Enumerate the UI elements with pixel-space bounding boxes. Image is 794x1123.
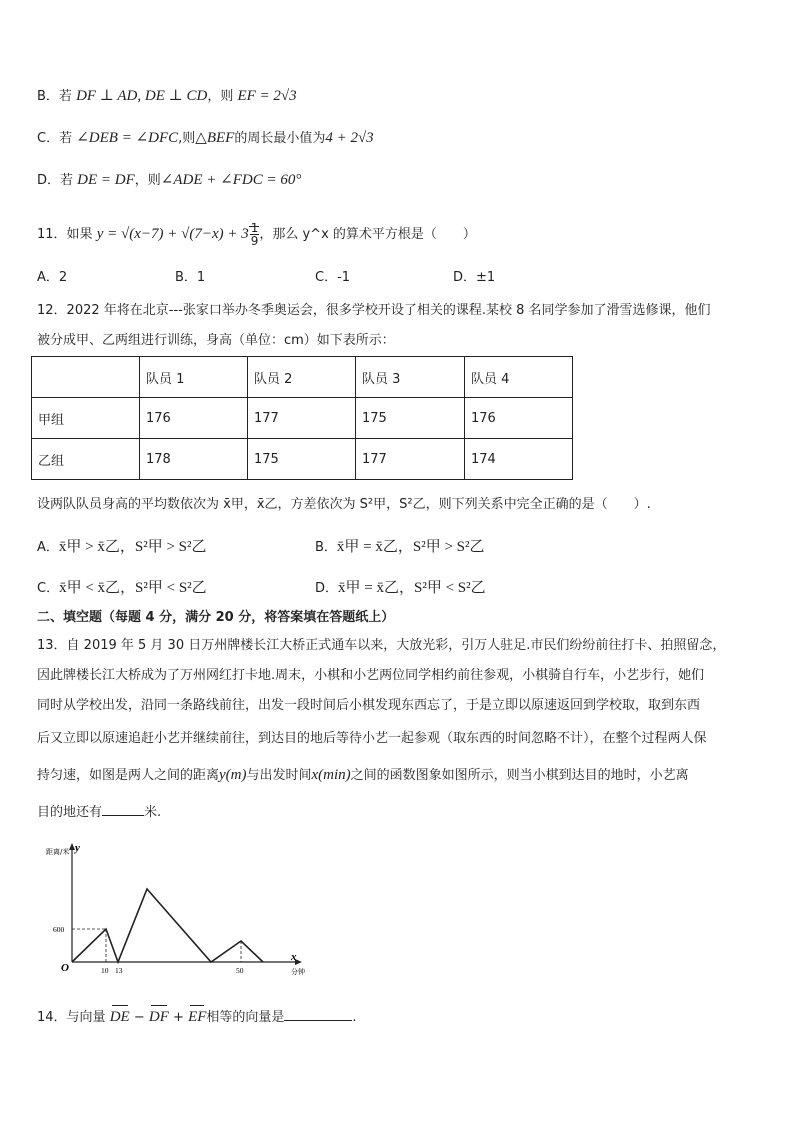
q12-option-d-label: D． <box>315 581 339 596</box>
q13-line6-a: 目的地还有 <box>37 805 103 820</box>
q10-option-c-tail: 的周长最小值为 <box>234 131 326 146</box>
q11-option-d: D．±1 <box>453 270 496 285</box>
q14-minus: − <box>133 1010 145 1025</box>
table-cell: 177 <box>248 398 356 439</box>
origin-label: O <box>61 962 69 974</box>
table-cell: 175 <box>356 398 465 439</box>
table-header-cell: 队员 1 <box>140 357 248 398</box>
q11-frac-den: 9 <box>250 234 259 248</box>
q10-option-d-label: D．若 <box>37 173 74 188</box>
q13-line3: 同时从学校出发，沿同一条路线前往，出发一段时间后小棋发现东西忘了，于是立即以原速返回到学校取，取到东西 <box>37 698 701 713</box>
q10-option-c-value: 4 + 2√3 <box>325 130 374 146</box>
q13-line5-e: 之间的函数图象如图所示，则当小棋到达目的地时，小艺离 <box>350 768 689 783</box>
q11-option-c: C．-1 <box>315 270 351 285</box>
q10-option-c-then: ,则 <box>178 131 196 146</box>
q13-line5-c: 与出发时间 <box>246 768 312 783</box>
q14-vector-ef: EF <box>188 1009 207 1025</box>
q10-option-c <box>37 128 374 149</box>
q11-frac-num: 1 <box>250 221 259 235</box>
q13-line2: 因此牌楼长江大桥成为了万州网红打卡地.周末，小棋和小艺两位同学相约前往参观，小棋骑自行车，小艺步行，她们 <box>37 668 705 683</box>
distance-curve <box>72 889 263 962</box>
q12-option-d <box>315 578 486 599</box>
q13-distance-graph <box>40 840 320 980</box>
q12-line2: 被分成甲、乙两组进行训练，身高（单位：cm）如下表所示： <box>37 333 395 348</box>
q10-option-d-result: ∠ADE + ∠FDC = 60° <box>160 172 302 188</box>
q12-option-d-expr: x̄甲 = x̄乙，S²甲 < S²乙 <box>338 580 486 596</box>
q12-line1: 12．2022 年将在北京---张家口举办冬季奥运会，很多学校开设了相关的课程.某校 8 名同学参加了滑雪选修课，他们 <box>37 303 711 318</box>
q14-plus: + <box>173 1010 184 1025</box>
q12-option-b-expr: x̄甲 = x̄乙，S²甲 > S²乙 <box>336 539 485 555</box>
q14-vector-df: DF <box>148 1009 169 1025</box>
q10-option-c-label: C．若 <box>37 131 73 146</box>
q12-option-c-label: C． <box>37 581 60 596</box>
table-header-cell: 队员 3 <box>356 357 465 398</box>
q13-line6-b: 米. <box>144 805 162 820</box>
table-cell: 175 <box>248 439 356 480</box>
q10-option-b <box>37 86 297 107</box>
q13-line5-a: 持匀速，如图是两人之间的距离 <box>37 768 220 783</box>
table-cell: 178 <box>140 439 248 480</box>
q14-end: . <box>352 1010 357 1025</box>
q14-lead: 14．与向量 <box>37 1010 106 1025</box>
q12-option-c-expr: x̄甲 < x̄乙，S²甲 < S²乙 <box>59 580 207 596</box>
q13-x-var: x(min) <box>311 767 351 783</box>
q11-tail: ，那么 y^x 的算术平方根是（ ） <box>259 227 476 242</box>
q11-option-a: A．2 <box>37 270 68 285</box>
q14-tail: 相等的向量是 <box>206 1010 285 1025</box>
q12-option-b <box>315 537 485 558</box>
q14-answer-blank[interactable] <box>284 1006 352 1021</box>
q12-after-table: 设两队队员身高的平均数依次为 x̄甲，x̄乙，方差依次为 S²甲，S²乙，则下列关系中完全正确的是（ ）. <box>37 497 651 512</box>
q13-y-var: y(m) <box>219 767 247 783</box>
q13-line4: 后又立即以原速追赶小艺并继续前往，到达目的地后等待小艺一起参观（取东西的时间忽略不计），在整个过程两人保 <box>37 731 707 746</box>
table-header-cell <box>32 357 140 398</box>
table-cell: 176 <box>465 398 573 439</box>
table-header-cell: 队员 2 <box>248 357 356 398</box>
q14-stem <box>37 1006 357 1028</box>
q12-height-table <box>31 356 573 480</box>
tick-50: 50 <box>236 966 244 975</box>
q10-option-c-condition: ∠DEB = ∠DFC <box>76 130 179 146</box>
q14-vector-de: DE <box>109 1009 130 1025</box>
table-cell: 174 <box>465 439 573 480</box>
table-header-cell: 队员 4 <box>465 357 573 398</box>
table-row <box>32 439 573 480</box>
q13-answer-blank[interactable] <box>102 801 144 816</box>
q10-option-d-then: ，则 <box>134 173 161 188</box>
q12-option-a-expr: x̄甲 > x̄乙，S²甲 > S²乙 <box>58 539 207 555</box>
q10-option-b-condition: DF ⊥ AD, DE ⊥ CD <box>76 88 208 104</box>
q11-option-b: B．1 <box>175 270 206 285</box>
section-heading-fill-blank: 二、填空题（每题 4 分，满分 20 分，将答案填在答题纸上） <box>37 610 395 625</box>
table-row <box>32 398 573 439</box>
q13-line5 <box>37 765 689 786</box>
x-unit: 分钟 <box>291 968 305 976</box>
q11-equation: y = √(x−7) + √(7−x) + 3 <box>96 226 249 242</box>
tick-10: 10 <box>101 966 109 975</box>
q10-option-b-label: B．若 <box>37 89 72 104</box>
q11-lead: 11．如果 <box>37 227 93 242</box>
q10-option-b-then: ，则 <box>207 89 234 104</box>
q12-option-a <box>37 537 207 558</box>
q10-option-c-triangle: △BEF <box>195 130 235 146</box>
table-header-row <box>32 357 573 398</box>
x-symbol: x <box>291 951 297 963</box>
table-cell: 177 <box>356 439 465 480</box>
q13-line6 <box>37 801 161 823</box>
q10-option-d <box>37 170 301 191</box>
tick-600: 600 <box>53 925 65 934</box>
y-symbol: y <box>75 842 80 854</box>
q11-fraction <box>250 222 260 247</box>
q13-line1: 13．自 2019 年 5 月 30 日万州牌楼长江大桥正式通车以来，大放光彩，引万人驻足.市民们纷纷前往打卡、拍照留念， <box>37 638 726 653</box>
q10-option-b-result: EF = 2√3 <box>237 88 297 104</box>
tick-13: 13 <box>115 966 123 975</box>
table-cell: 176 <box>140 398 248 439</box>
q10-option-d-condition: DE = DF <box>77 172 135 188</box>
q12-option-a-label: A． <box>37 540 59 555</box>
y-axis-label: 距离/米 <box>46 848 70 856</box>
table-cell: 甲组 <box>32 398 140 439</box>
q12-option-c <box>37 578 207 599</box>
table-cell: 乙组 <box>32 439 140 480</box>
q11-stem <box>37 222 476 247</box>
q12-option-b-label: B． <box>315 540 337 555</box>
